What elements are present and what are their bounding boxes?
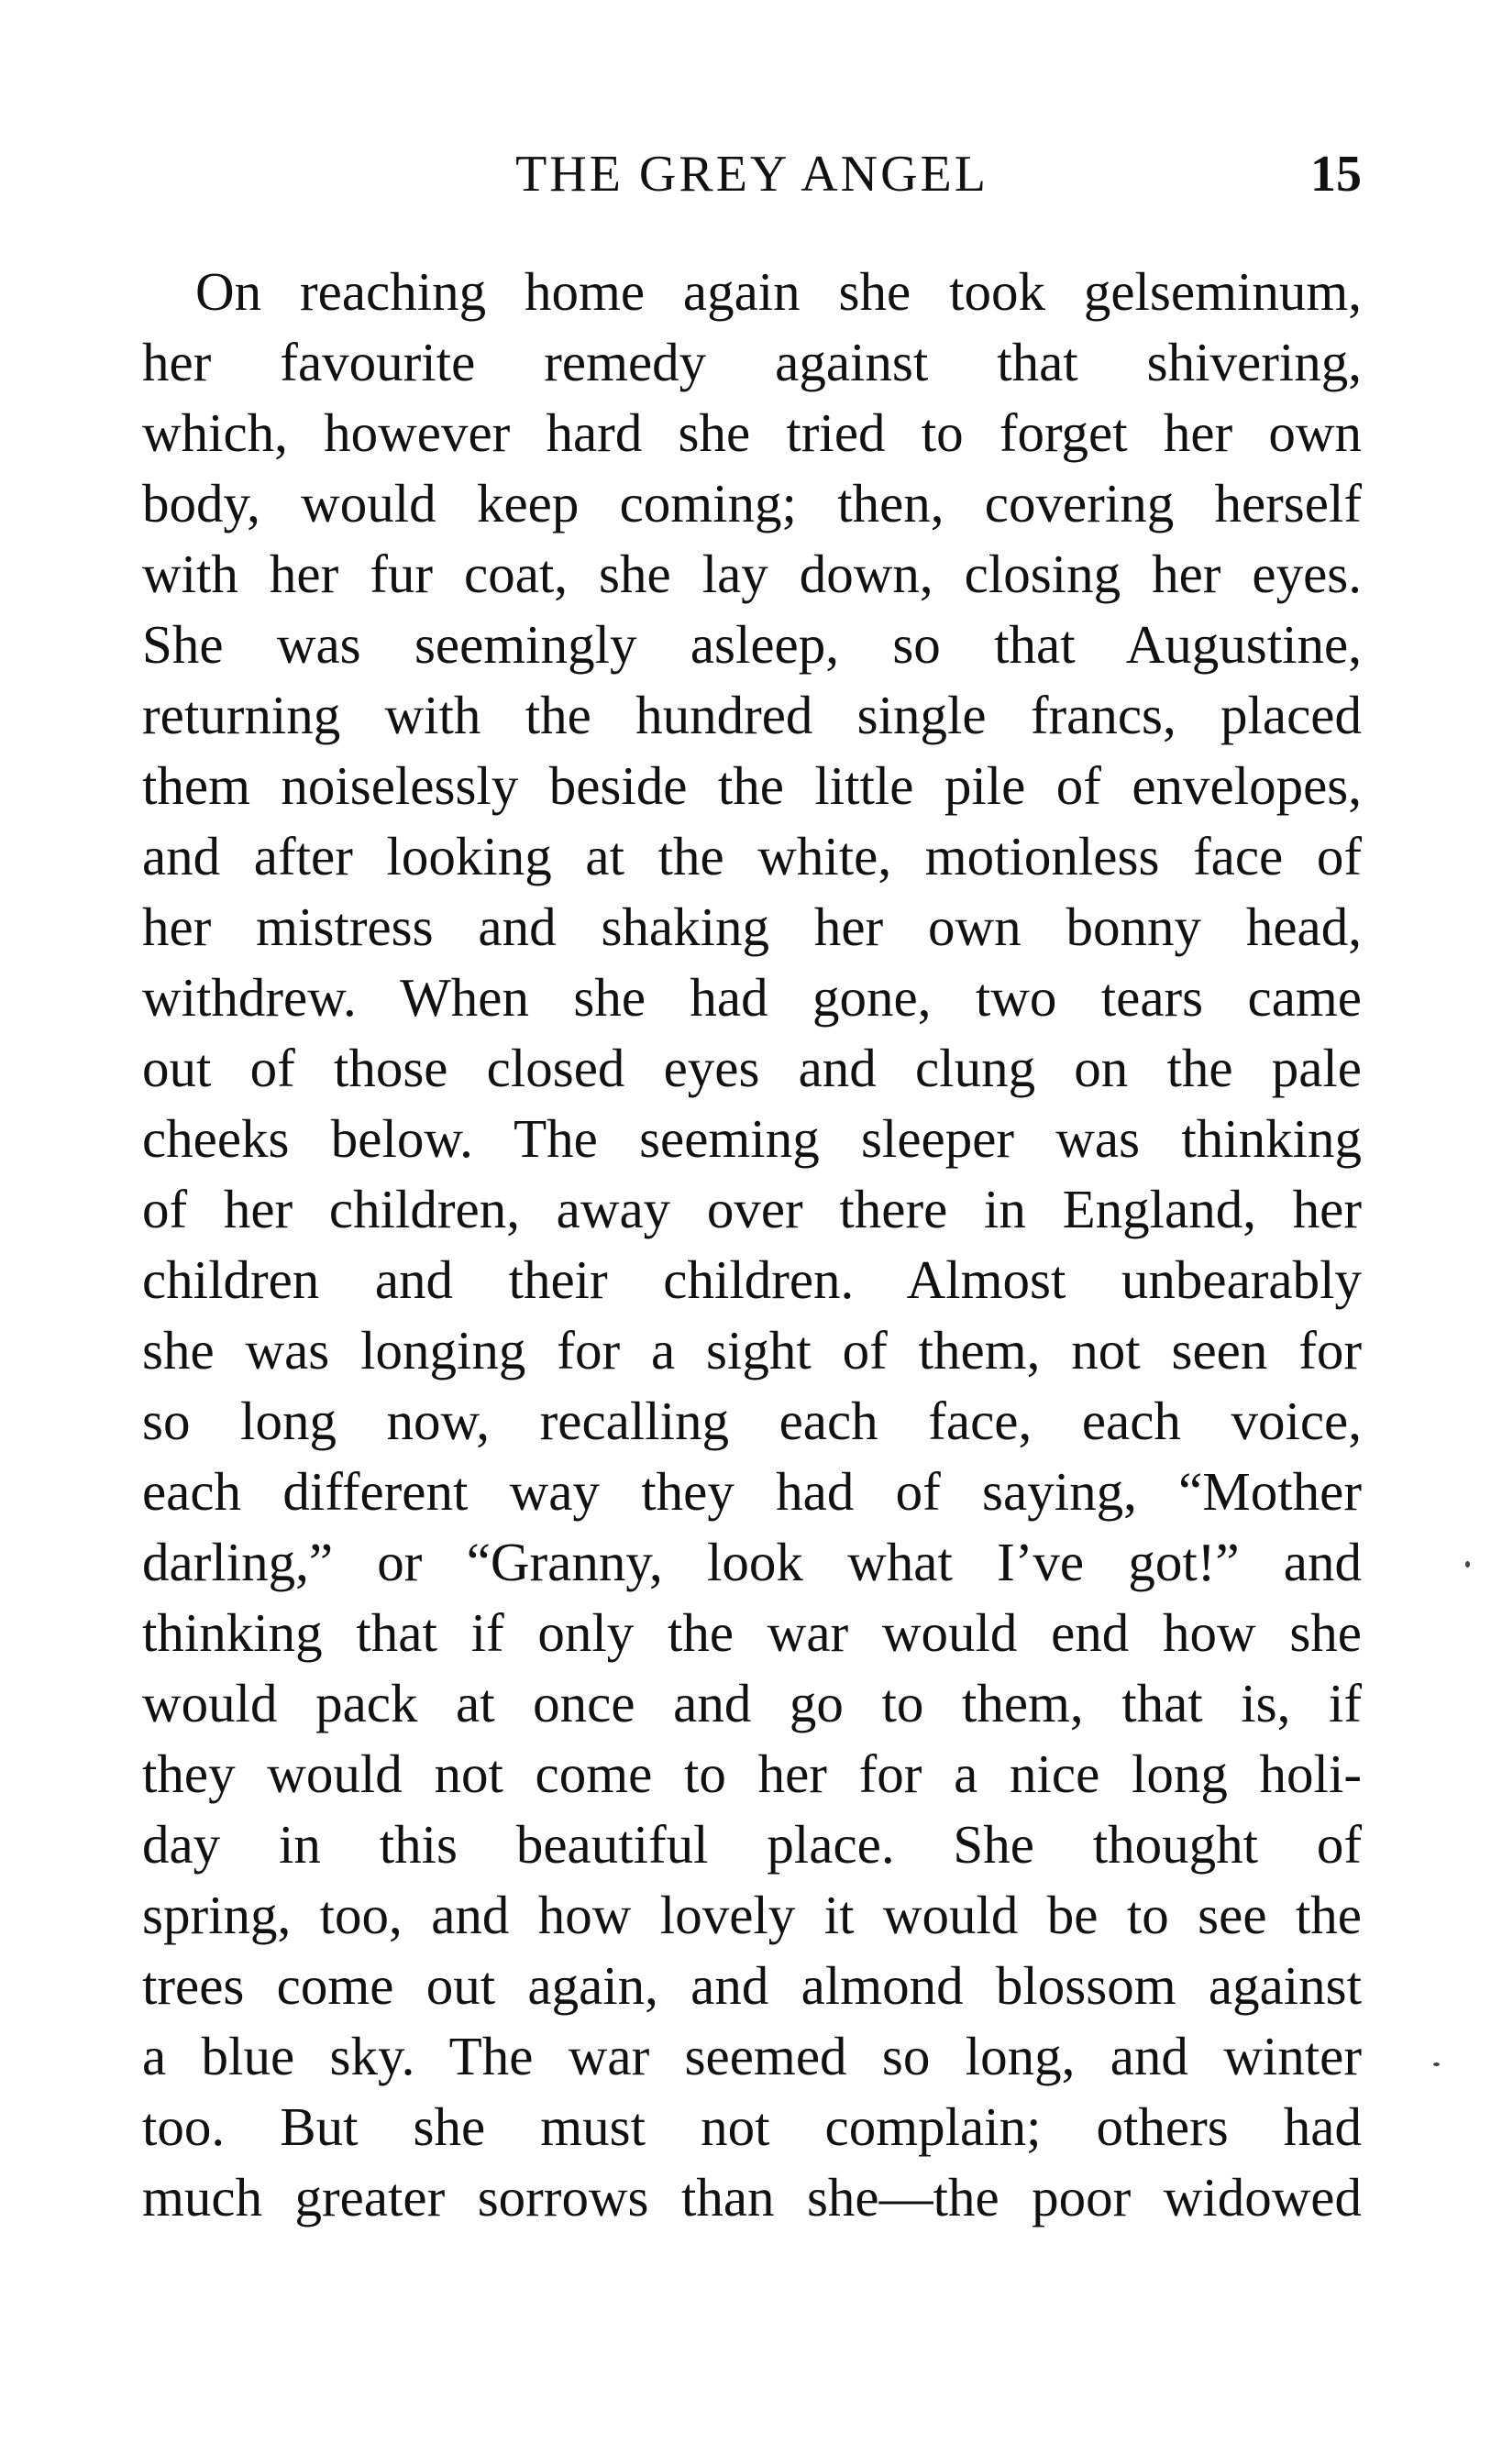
text-line: children and their children. Almost unbearably	[142, 1249, 1362, 1310]
body-text	[142, 257, 1362, 2233]
text-line: with her fur coat, she lay down, closing her eyes.	[142, 544, 1362, 604]
text-line: withdrew. When she had gone, two tears came	[142, 967, 1362, 1028]
text-line: she was longing for a sight of them, not seen for	[142, 1320, 1362, 1380]
text-line: On reaching home again she took gelseminum,	[195, 261, 1362, 322]
text-line: each different way they had of saying, “Mother	[142, 1461, 1362, 1522]
text-line: day in this beautiful place. She thought of	[142, 1814, 1362, 1875]
running-title: THE GREY ANGEL	[515, 146, 988, 203]
text-line: much greater sorrows than she—the poor widowed	[142, 2167, 1362, 2228]
text-line: trees come out again, and almond blossom against	[142, 1955, 1362, 2016]
text-line: body, would keep coming; then, covering herself	[142, 473, 1362, 534]
text-line: and after looking at the white, motionless face of	[142, 826, 1362, 886]
page-number: 15	[1310, 146, 1362, 203]
text-line: darling,” or “Granny, look what I’ve got!” and	[142, 1532, 1362, 1592]
print-speck	[1433, 2062, 1440, 2066]
text-line: would pack at once and go to them, that is, if	[142, 1673, 1362, 1733]
text-line: a blue sky. The war seemed so long, and winter	[142, 2026, 1362, 2086]
text-line: thinking that if only the war would end how she	[142, 1602, 1362, 1663]
text-line: her favourite remedy against that shivering,	[142, 332, 1362, 392]
text-line: out of those closed eyes and clung on the pale	[142, 1038, 1362, 1098]
text-line: which, however hard she tried to forget her own	[142, 402, 1362, 463]
text-line: She was seemingly asleep, so that Augustine,	[142, 614, 1362, 675]
text-line: they would not come to her for a nice long holi-	[142, 1744, 1362, 1804]
running-head	[142, 138, 1362, 211]
text-line: her mistress and shaking her own bonny head,	[142, 896, 1362, 957]
text-line: so long now, recalling each face, each voice,	[142, 1391, 1362, 1451]
text-line: cheeks below. The seeming sleeper was thinking	[142, 1108, 1362, 1169]
text-line: of her children, away over there in England, her	[142, 1179, 1362, 1239]
text-line: returning with the hundred single francs, placed	[142, 685, 1362, 745]
text-line: spring, too, and how lovely it would be to see the	[142, 1885, 1362, 1945]
text-line: too. But she must not complain; others had	[142, 2096, 1362, 2157]
print-speck	[1465, 1561, 1470, 1568]
text-line: them noiselessly beside the little pile of envelopes,	[142, 755, 1362, 816]
